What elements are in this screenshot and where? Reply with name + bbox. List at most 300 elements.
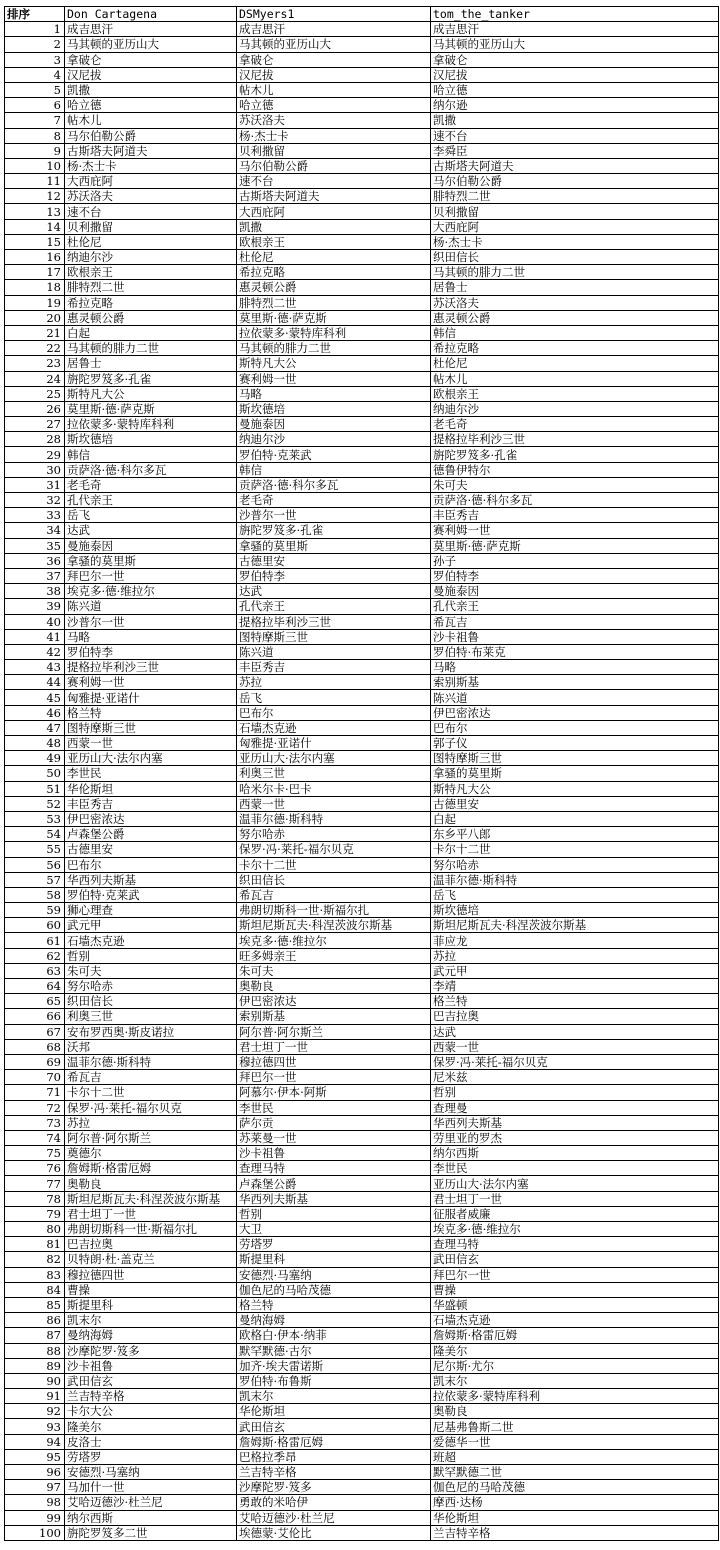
tom-the-tanker-cell[interactable]: 罗伯特·布莱克 (431, 644, 719, 659)
don-cartagena-cell[interactable]: 君士坦丁一世 (65, 1206, 237, 1221)
dsmyers1-cell[interactable]: 卢森堡公爵 (237, 1176, 431, 1191)
don-cartagena-cell[interactable]: 腓特烈二世 (65, 280, 237, 295)
rank-cell[interactable]: 22 (5, 341, 65, 356)
dsmyers1-cell[interactable]: 拿破仑 (237, 52, 431, 67)
don-cartagena-cell[interactable]: 拉依蒙多·蒙特库科利 (65, 417, 237, 432)
rank-cell[interactable]: 33 (5, 508, 65, 523)
tom-the-tanker-cell[interactable]: 伽色尼的马哈茂德 (431, 1480, 719, 1495)
tom-the-tanker-cell[interactable]: 杨·杰士卡 (431, 234, 719, 249)
tom-the-tanker-cell[interactable]: 埃克多·德·维拉尔 (431, 1222, 719, 1237)
tom-the-tanker-cell[interactable]: 孔代亲王 (431, 599, 719, 614)
tom-the-tanker-cell[interactable]: 奥勒良 (431, 1404, 719, 1419)
dsmyers1-cell[interactable]: 达武 (237, 584, 431, 599)
tom-the-tanker-cell[interactable]: 尼米兹 (431, 1070, 719, 1085)
don-cartagena-cell[interactable]: 卢森堡公爵 (65, 827, 237, 842)
don-cartagena-cell[interactable]: 马略 (65, 629, 237, 644)
tom-the-tanker-cell[interactable]: 老毛奇 (431, 417, 719, 432)
don-cartagena-cell[interactable]: 旃陀罗笈多·孔雀 (65, 371, 237, 386)
rank-cell[interactable]: 24 (5, 371, 65, 386)
rank-cell[interactable]: 39 (5, 599, 65, 614)
don-cartagena-cell[interactable]: 沃邦 (65, 1039, 237, 1054)
dsmyers1-cell[interactable]: 赛利姆一世 (237, 371, 431, 386)
rank-cell[interactable]: 94 (5, 1434, 65, 1449)
rank-cell[interactable]: 10 (5, 158, 65, 173)
don-cartagena-cell[interactable]: 伊巴密浓达 (65, 811, 237, 826)
don-cartagena-cell[interactable]: 希拉克略 (65, 295, 237, 310)
header-tom-the-tanker[interactable]: tom_the_tanker (431, 7, 719, 22)
don-cartagena-cell[interactable]: 马其顿的亚历山大 (65, 37, 237, 52)
don-cartagena-cell[interactable]: 罗伯特·克莱武 (65, 887, 237, 902)
tom-the-tanker-cell[interactable]: 赛利姆一世 (431, 523, 719, 538)
rank-cell[interactable]: 72 (5, 1100, 65, 1115)
don-cartagena-cell[interactable]: 斯坎德培 (65, 432, 237, 447)
dsmyers1-cell[interactable]: 伽色尼的马哈茂德 (237, 1282, 431, 1297)
rank-cell[interactable]: 78 (5, 1191, 65, 1206)
tom-the-tanker-cell[interactable]: 图特摩斯三世 (431, 751, 719, 766)
tom-the-tanker-cell[interactable]: 斯坦尼斯瓦夫·科涅茨波尔斯基 (431, 918, 719, 933)
don-cartagena-cell[interactable]: 巴吉拉奥 (65, 1237, 237, 1252)
tom-the-tanker-cell[interactable]: 尼尔斯·尤尔 (431, 1358, 719, 1373)
dsmyers1-cell[interactable]: 贝利撒留 (237, 143, 431, 158)
rank-cell[interactable]: 87 (5, 1328, 65, 1343)
rank-cell[interactable]: 93 (5, 1419, 65, 1434)
tom-the-tanker-cell[interactable]: 罗伯特李 (431, 568, 719, 583)
dsmyers1-cell[interactable]: 孔代亲王 (237, 599, 431, 614)
tom-the-tanker-cell[interactable]: 丰臣秀吉 (431, 508, 719, 523)
rank-cell[interactable]: 97 (5, 1480, 65, 1495)
don-cartagena-cell[interactable]: 居鲁士 (65, 356, 237, 371)
dsmyers1-cell[interactable]: 曼施泰因 (237, 417, 431, 432)
dsmyers1-cell[interactable]: 速不台 (237, 174, 431, 189)
tom-the-tanker-cell[interactable]: 凯末尔 (431, 1373, 719, 1388)
dsmyers1-cell[interactable]: 马尔伯勒公爵 (237, 158, 431, 173)
don-cartagena-cell[interactable]: 韩信 (65, 447, 237, 462)
don-cartagena-cell[interactable]: 帖木儿 (65, 113, 237, 128)
rank-cell[interactable]: 88 (5, 1343, 65, 1358)
rank-cell[interactable]: 1 (5, 22, 65, 37)
tom-the-tanker-cell[interactable]: 保罗·冯·莱托-福尔贝克 (431, 1054, 719, 1069)
dsmyers1-cell[interactable]: 默罕默德·古尔 (237, 1343, 431, 1358)
rank-cell[interactable]: 34 (5, 523, 65, 538)
don-cartagena-cell[interactable]: 温菲尔德·斯科特 (65, 1054, 237, 1069)
rank-cell[interactable]: 46 (5, 705, 65, 720)
tom-the-tanker-cell[interactable]: 古斯塔夫阿道夫 (431, 158, 719, 173)
tom-the-tanker-cell[interactable]: 李舜臣 (431, 143, 719, 158)
rank-cell[interactable]: 19 (5, 295, 65, 310)
don-cartagena-cell[interactable]: 纳迪尔沙 (65, 250, 237, 265)
rank-cell[interactable]: 12 (5, 189, 65, 204)
don-cartagena-cell[interactable]: 西蒙一世 (65, 736, 237, 751)
don-cartagena-cell[interactable]: 穆拉德四世 (65, 1267, 237, 1282)
don-cartagena-cell[interactable]: 罗伯特李 (65, 644, 237, 659)
dsmyers1-cell[interactable]: 埃克多·德·维拉尔 (237, 933, 431, 948)
dsmyers1-cell[interactable]: 欧根亲王 (237, 234, 431, 249)
rank-cell[interactable]: 64 (5, 979, 65, 994)
tom-the-tanker-cell[interactable]: 孙子 (431, 553, 719, 568)
don-cartagena-cell[interactable]: 兰吉特辛格 (65, 1389, 237, 1404)
don-cartagena-cell[interactable]: 达武 (65, 523, 237, 538)
dsmyers1-cell[interactable]: 哈立德 (237, 98, 431, 113)
don-cartagena-cell[interactable]: 亚历山大·法尔内塞 (65, 751, 237, 766)
don-cartagena-cell[interactable]: 斯特凡大公 (65, 386, 237, 401)
dsmyers1-cell[interactable]: 斯提里科 (237, 1252, 431, 1267)
don-cartagena-cell[interactable]: 旃陀罗笈多二世 (65, 1525, 237, 1540)
tom-the-tanker-cell[interactable]: 巴布尔 (431, 720, 719, 735)
dsmyers1-cell[interactable]: 詹姆斯·格雷厄姆 (237, 1434, 431, 1449)
dsmyers1-cell[interactable]: 纳迪尔沙 (237, 432, 431, 447)
tom-the-tanker-cell[interactable]: 贡萨洛·德·科尔多瓦 (431, 493, 719, 508)
rank-cell[interactable]: 21 (5, 325, 65, 340)
rank-cell[interactable]: 98 (5, 1495, 65, 1510)
tom-the-tanker-cell[interactable]: 大西庇阿 (431, 219, 719, 234)
tom-the-tanker-cell[interactable]: 华盛顿 (431, 1297, 719, 1312)
don-cartagena-cell[interactable]: 图特摩斯三世 (65, 720, 237, 735)
dsmyers1-cell[interactable]: 大西庇阿 (237, 204, 431, 219)
tom-the-tanker-cell[interactable]: 纳迪尔沙 (431, 401, 719, 416)
rank-cell[interactable]: 65 (5, 994, 65, 1009)
tom-the-tanker-cell[interactable]: 纳尔西斯 (431, 1146, 719, 1161)
don-cartagena-cell[interactable]: 沙卡祖鲁 (65, 1358, 237, 1373)
rank-cell[interactable]: 9 (5, 143, 65, 158)
dsmyers1-cell[interactable]: 岳飞 (237, 690, 431, 705)
tom-the-tanker-cell[interactable]: 拉依蒙多·蒙特库科利 (431, 1389, 719, 1404)
rank-cell[interactable]: 75 (5, 1146, 65, 1161)
tom-the-tanker-cell[interactable]: 希瓦吉 (431, 614, 719, 629)
tom-the-tanker-cell[interactable]: 哈立德 (431, 82, 719, 97)
dsmyers1-cell[interactable]: 巴格拉季昂 (237, 1449, 431, 1464)
tom-the-tanker-cell[interactable]: 苏拉 (431, 948, 719, 963)
tom-the-tanker-cell[interactable]: 古德里安 (431, 796, 719, 811)
tom-the-tanker-cell[interactable]: 斯坎德培 (431, 903, 719, 918)
don-cartagena-cell[interactable]: 曹操 (65, 1282, 237, 1297)
dsmyers1-cell[interactable]: 莫里斯·德·萨克斯 (237, 310, 431, 325)
dsmyers1-cell[interactable]: 大卫 (237, 1222, 431, 1237)
dsmyers1-cell[interactable]: 阿慕尔·伊本·阿斯 (237, 1085, 431, 1100)
dsmyers1-cell[interactable]: 提格拉毕利沙三世 (237, 614, 431, 629)
don-cartagena-cell[interactable]: 卡尔大公 (65, 1404, 237, 1419)
tom-the-tanker-cell[interactable]: 曼施泰因 (431, 584, 719, 599)
don-cartagena-cell[interactable]: 老毛奇 (65, 477, 237, 492)
dsmyers1-cell[interactable]: 罗伯特·克莱武 (237, 447, 431, 462)
rank-cell[interactable]: 2 (5, 37, 65, 52)
dsmyers1-cell[interactable]: 马其顿的腓力二世 (237, 341, 431, 356)
dsmyers1-cell[interactable]: 苏沃洛夫 (237, 113, 431, 128)
don-cartagena-cell[interactable]: 艾哈迈德沙·杜兰尼 (65, 1495, 237, 1510)
header-dsmyers1[interactable]: DSMyers1 (237, 7, 431, 22)
tom-the-tanker-cell[interactable]: 郭子仪 (431, 736, 719, 751)
rank-cell[interactable]: 45 (5, 690, 65, 705)
dsmyers1-cell[interactable]: 萨尔贡 (237, 1115, 431, 1130)
don-cartagena-cell[interactable]: 提格拉毕利沙三世 (65, 660, 237, 675)
rank-cell[interactable]: 89 (5, 1358, 65, 1373)
dsmyers1-cell[interactable]: 汉尼拔 (237, 67, 431, 82)
don-cartagena-cell[interactable]: 狮心理查 (65, 903, 237, 918)
rank-cell[interactable]: 38 (5, 584, 65, 599)
dsmyers1-cell[interactable]: 成吉思汗 (237, 22, 431, 37)
dsmyers1-cell[interactable]: 古斯塔夫阿道夫 (237, 189, 431, 204)
header-rank[interactable]: 排序 (5, 7, 65, 22)
rank-cell[interactable]: 56 (5, 857, 65, 872)
dsmyers1-cell[interactable]: 曼纳海姆 (237, 1313, 431, 1328)
dsmyers1-cell[interactable]: 伊巴密浓达 (237, 994, 431, 1009)
rank-cell[interactable]: 27 (5, 417, 65, 432)
rank-cell[interactable]: 43 (5, 660, 65, 675)
don-cartagena-cell[interactable]: 斯坦尼斯瓦夫·科涅茨波尔斯基 (65, 1191, 237, 1206)
rank-cell[interactable]: 23 (5, 356, 65, 371)
tom-the-tanker-cell[interactable]: 马略 (431, 660, 719, 675)
rank-cell[interactable]: 76 (5, 1161, 65, 1176)
don-cartagena-cell[interactable]: 安德烈·马塞纳 (65, 1465, 237, 1480)
rank-cell[interactable]: 54 (5, 827, 65, 842)
don-cartagena-cell[interactable]: 沙普尔一世 (65, 614, 237, 629)
rank-cell[interactable]: 96 (5, 1465, 65, 1480)
don-cartagena-cell[interactable]: 莫里斯·德·萨克斯 (65, 401, 237, 416)
rank-cell[interactable]: 74 (5, 1130, 65, 1145)
dsmyers1-cell[interactable]: 穆拉德四世 (237, 1054, 431, 1069)
dsmyers1-cell[interactable]: 利奥三世 (237, 766, 431, 781)
rank-cell[interactable]: 5 (5, 82, 65, 97)
rank-cell[interactable]: 86 (5, 1313, 65, 1328)
dsmyers1-cell[interactable]: 安德烈·马塞纳 (237, 1267, 431, 1282)
rank-cell[interactable]: 66 (5, 1009, 65, 1024)
don-cartagena-cell[interactable]: 弗朗切斯科一世·斯福尔扎 (65, 1222, 237, 1237)
don-cartagena-cell[interactable]: 贝特朗·杜·盖克兰 (65, 1252, 237, 1267)
tom-the-tanker-cell[interactable]: 腓特烈二世 (431, 189, 719, 204)
rank-cell[interactable]: 32 (5, 493, 65, 508)
rank-cell[interactable]: 3 (5, 52, 65, 67)
tom-the-tanker-cell[interactable]: 拜巴尔一世 (431, 1267, 719, 1282)
tom-the-tanker-cell[interactable]: 查理马特 (431, 1237, 719, 1252)
rank-cell[interactable]: 26 (5, 401, 65, 416)
dsmyers1-cell[interactable]: 华伦斯坦 (237, 1404, 431, 1419)
rank-cell[interactable]: 82 (5, 1252, 65, 1267)
dsmyers1-cell[interactable]: 沙摩陀罗·笈多 (237, 1480, 431, 1495)
dsmyers1-cell[interactable]: 保罗·冯·莱托-福尔贝克 (237, 842, 431, 857)
tom-the-tanker-cell[interactable]: 东乡平八郎 (431, 827, 719, 842)
tom-the-tanker-cell[interactable]: 武田信玄 (431, 1252, 719, 1267)
don-cartagena-cell[interactable]: 拿骚的莫里斯 (65, 553, 237, 568)
don-cartagena-cell[interactable]: 拜巴尔一世 (65, 568, 237, 583)
rank-cell[interactable]: 35 (5, 538, 65, 553)
don-cartagena-cell[interactable]: 速不台 (65, 204, 237, 219)
dsmyers1-cell[interactable]: 石墙杰克逊 (237, 720, 431, 735)
rank-cell[interactable]: 63 (5, 963, 65, 978)
dsmyers1-cell[interactable]: 李世民 (237, 1100, 431, 1115)
don-cartagena-cell[interactable]: 朱可夫 (65, 963, 237, 978)
dsmyers1-cell[interactable]: 腓特烈二世 (237, 295, 431, 310)
tom-the-tanker-cell[interactable]: 斯特凡大公 (431, 781, 719, 796)
dsmyers1-cell[interactable]: 马其顿的亚历山大 (237, 37, 431, 52)
don-cartagena-cell[interactable]: 阿尔普·阿尔斯兰 (65, 1130, 237, 1145)
dsmyers1-cell[interactable]: 格兰特 (237, 1297, 431, 1312)
tom-the-tanker-cell[interactable]: 希拉克略 (431, 341, 719, 356)
dsmyers1-cell[interactable]: 斯坎德培 (237, 401, 431, 416)
tom-the-tanker-cell[interactable]: 华伦斯坦 (431, 1510, 719, 1525)
rank-cell[interactable]: 4 (5, 67, 65, 82)
don-cartagena-cell[interactable]: 成吉思汗 (65, 22, 237, 37)
tom-the-tanker-cell[interactable]: 达武 (431, 1024, 719, 1039)
rank-cell[interactable]: 17 (5, 265, 65, 280)
dsmyers1-cell[interactable]: 阿尔普·阿尔斯兰 (237, 1024, 431, 1039)
rank-cell[interactable]: 15 (5, 234, 65, 249)
dsmyers1-cell[interactable]: 朱可夫 (237, 963, 431, 978)
don-cartagena-cell[interactable]: 白起 (65, 325, 237, 340)
tom-the-tanker-cell[interactable]: 李世民 (431, 1161, 719, 1176)
don-cartagena-cell[interactable]: 马尔伯勒公爵 (65, 128, 237, 143)
tom-the-tanker-cell[interactable]: 菲应龙 (431, 933, 719, 948)
dsmyers1-cell[interactable]: 帖木儿 (237, 82, 431, 97)
rank-cell[interactable]: 53 (5, 811, 65, 826)
don-cartagena-cell[interactable]: 古德里安 (65, 842, 237, 857)
tom-the-tanker-cell[interactable]: 隆美尔 (431, 1343, 719, 1358)
tom-the-tanker-cell[interactable]: 劳里亚的罗杰 (431, 1130, 719, 1145)
dsmyers1-cell[interactable]: 陈兴道 (237, 644, 431, 659)
don-cartagena-cell[interactable]: 巴布尔 (65, 857, 237, 872)
don-cartagena-cell[interactable]: 石墙杰克逊 (65, 933, 237, 948)
rank-cell[interactable]: 49 (5, 751, 65, 766)
dsmyers1-cell[interactable]: 旺多姆亲王 (237, 948, 431, 963)
rank-cell[interactable]: 18 (5, 280, 65, 295)
don-cartagena-cell[interactable]: 努尔哈赤 (65, 979, 237, 994)
don-cartagena-cell[interactable]: 织田信长 (65, 994, 237, 1009)
dsmyers1-cell[interactable]: 苏莱曼一世 (237, 1130, 431, 1145)
rank-cell[interactable]: 55 (5, 842, 65, 857)
rank-cell[interactable]: 60 (5, 918, 65, 933)
rank-cell[interactable]: 11 (5, 174, 65, 189)
tom-the-tanker-cell[interactable]: 沙卡祖鲁 (431, 629, 719, 644)
dsmyers1-cell[interactable]: 贡萨洛·德·科尔多瓦 (237, 477, 431, 492)
don-cartagena-cell[interactable]: 武元甲 (65, 918, 237, 933)
dsmyers1-cell[interactable]: 匈雅提·亚诺什 (237, 736, 431, 751)
tom-the-tanker-cell[interactable]: 拿破仑 (431, 52, 719, 67)
dsmyers1-cell[interactable]: 西蒙一世 (237, 796, 431, 811)
rank-cell[interactable]: 92 (5, 1404, 65, 1419)
don-cartagena-cell[interactable]: 利奥三世 (65, 1009, 237, 1024)
rank-cell[interactable]: 48 (5, 736, 65, 751)
don-cartagena-cell[interactable]: 马其顿的腓力二世 (65, 341, 237, 356)
dsmyers1-cell[interactable]: 罗伯特李 (237, 568, 431, 583)
dsmyers1-cell[interactable]: 马略 (237, 386, 431, 401)
tom-the-tanker-cell[interactable]: 卡尔十二世 (431, 842, 719, 857)
don-cartagena-cell[interactable]: 丰臣秀吉 (65, 796, 237, 811)
tom-the-tanker-cell[interactable]: 西蒙一世 (431, 1039, 719, 1054)
rank-cell[interactable]: 51 (5, 781, 65, 796)
dsmyers1-cell[interactable]: 欧格白·伊本·纳菲 (237, 1328, 431, 1343)
don-cartagena-cell[interactable]: 华西列夫斯基 (65, 872, 237, 887)
dsmyers1-cell[interactable]: 凯撒 (237, 219, 431, 234)
don-cartagena-cell[interactable]: 哲别 (65, 948, 237, 963)
dsmyers1-cell[interactable]: 努尔哈赤 (237, 827, 431, 842)
rank-cell[interactable]: 90 (5, 1373, 65, 1388)
rank-cell[interactable]: 77 (5, 1176, 65, 1191)
tom-the-tanker-cell[interactable]: 成吉思汗 (431, 22, 719, 37)
dsmyers1-cell[interactable]: 织田信长 (237, 872, 431, 887)
tom-the-tanker-cell[interactable]: 巴吉拉奥 (431, 1009, 719, 1024)
tom-the-tanker-cell[interactable]: 班超 (431, 1449, 719, 1464)
don-cartagena-cell[interactable]: 贡萨洛·德·科尔多瓦 (65, 462, 237, 477)
rank-cell[interactable]: 29 (5, 447, 65, 462)
tom-the-tanker-cell[interactable]: 武元甲 (431, 963, 719, 978)
rank-cell[interactable]: 95 (5, 1449, 65, 1464)
don-cartagena-cell[interactable]: 陈兴道 (65, 599, 237, 614)
rank-cell[interactable]: 81 (5, 1237, 65, 1252)
don-cartagena-cell[interactable]: 凯末尔 (65, 1313, 237, 1328)
don-cartagena-cell[interactable]: 苏拉 (65, 1115, 237, 1130)
don-cartagena-cell[interactable]: 曼施泰因 (65, 538, 237, 553)
rank-cell[interactable]: 85 (5, 1297, 65, 1312)
tom-the-tanker-cell[interactable]: 朱可夫 (431, 477, 719, 492)
dsmyers1-cell[interactable]: 奥勒良 (237, 979, 431, 994)
rank-cell[interactable]: 83 (5, 1267, 65, 1282)
dsmyers1-cell[interactable]: 希瓦吉 (237, 887, 431, 902)
tom-the-tanker-cell[interactable]: 马其顿的腓力二世 (431, 265, 719, 280)
tom-the-tanker-cell[interactable]: 爱德华一世 (431, 1434, 719, 1449)
rank-cell[interactable]: 62 (5, 948, 65, 963)
dsmyers1-cell[interactable]: 丰臣秀吉 (237, 660, 431, 675)
rank-cell[interactable]: 6 (5, 98, 65, 113)
tom-the-tanker-cell[interactable]: 凯撒 (431, 113, 719, 128)
tom-the-tanker-cell[interactable]: 曹操 (431, 1282, 719, 1297)
don-cartagena-cell[interactable]: 惠灵顿公爵 (65, 310, 237, 325)
rank-cell[interactable]: 41 (5, 629, 65, 644)
tom-the-tanker-cell[interactable]: 欧根亲王 (431, 386, 719, 401)
dsmyers1-cell[interactable]: 老毛奇 (237, 493, 431, 508)
don-cartagena-cell[interactable]: 华伦斯坦 (65, 781, 237, 796)
tom-the-tanker-cell[interactable]: 岳飞 (431, 887, 719, 902)
tom-the-tanker-cell[interactable]: 白起 (431, 811, 719, 826)
don-cartagena-cell[interactable]: 曼纳海姆 (65, 1328, 237, 1343)
rank-cell[interactable]: 14 (5, 219, 65, 234)
tom-the-tanker-cell[interactable]: 速不台 (431, 128, 719, 143)
don-cartagena-cell[interactable]: 马加什一世 (65, 1480, 237, 1495)
tom-the-tanker-cell[interactable]: 征服者威廉 (431, 1206, 719, 1221)
rank-cell[interactable]: 100 (5, 1525, 65, 1540)
don-cartagena-cell[interactable]: 拿破仑 (65, 52, 237, 67)
rank-cell[interactable]: 69 (5, 1054, 65, 1069)
don-cartagena-cell[interactable]: 古斯塔夫阿道夫 (65, 143, 237, 158)
don-cartagena-cell[interactable]: 皮洛士 (65, 1434, 237, 1449)
tom-the-tanker-cell[interactable]: 摩西·达杨 (431, 1495, 719, 1510)
tom-the-tanker-cell[interactable]: 旃陀罗笈多·孔雀 (431, 447, 719, 462)
tom-the-tanker-cell[interactable]: 惠灵顿公爵 (431, 310, 719, 325)
dsmyers1-cell[interactable]: 巴布尔 (237, 705, 431, 720)
dsmyers1-cell[interactable]: 韩信 (237, 462, 431, 477)
rank-cell[interactable]: 8 (5, 128, 65, 143)
dsmyers1-cell[interactable]: 索别斯基 (237, 1009, 431, 1024)
don-cartagena-cell[interactable]: 沙摩陀罗·笈多 (65, 1343, 237, 1358)
tom-the-tanker-cell[interactable]: 德鲁伊特尔 (431, 462, 719, 477)
dsmyers1-cell[interactable]: 弗朗切斯科一世·斯福尔扎 (237, 903, 431, 918)
dsmyers1-cell[interactable]: 拜巴尔一世 (237, 1070, 431, 1085)
rank-cell[interactable]: 7 (5, 113, 65, 128)
rank-cell[interactable]: 57 (5, 872, 65, 887)
tom-the-tanker-cell[interactable]: 李靖 (431, 979, 719, 994)
don-cartagena-cell[interactable]: 劳塔罗 (65, 1449, 237, 1464)
rank-cell[interactable]: 40 (5, 614, 65, 629)
don-cartagena-cell[interactable]: 隆美尔 (65, 1419, 237, 1434)
tom-the-tanker-cell[interactable]: 温菲尔德·斯科特 (431, 872, 719, 887)
tom-the-tanker-cell[interactable]: 哲别 (431, 1085, 719, 1100)
dsmyers1-cell[interactable]: 哲别 (237, 1206, 431, 1221)
don-cartagena-cell[interactable]: 杜伦尼 (65, 234, 237, 249)
rank-cell[interactable]: 25 (5, 386, 65, 401)
tom-the-tanker-cell[interactable]: 默罕默德二世 (431, 1465, 719, 1480)
dsmyers1-cell[interactable]: 君士坦丁一世 (237, 1039, 431, 1054)
dsmyers1-cell[interactable]: 亚历山大·法尔内塞 (237, 751, 431, 766)
don-cartagena-cell[interactable]: 格兰特 (65, 705, 237, 720)
rank-cell[interactable]: 16 (5, 250, 65, 265)
rank-cell[interactable]: 20 (5, 310, 65, 325)
